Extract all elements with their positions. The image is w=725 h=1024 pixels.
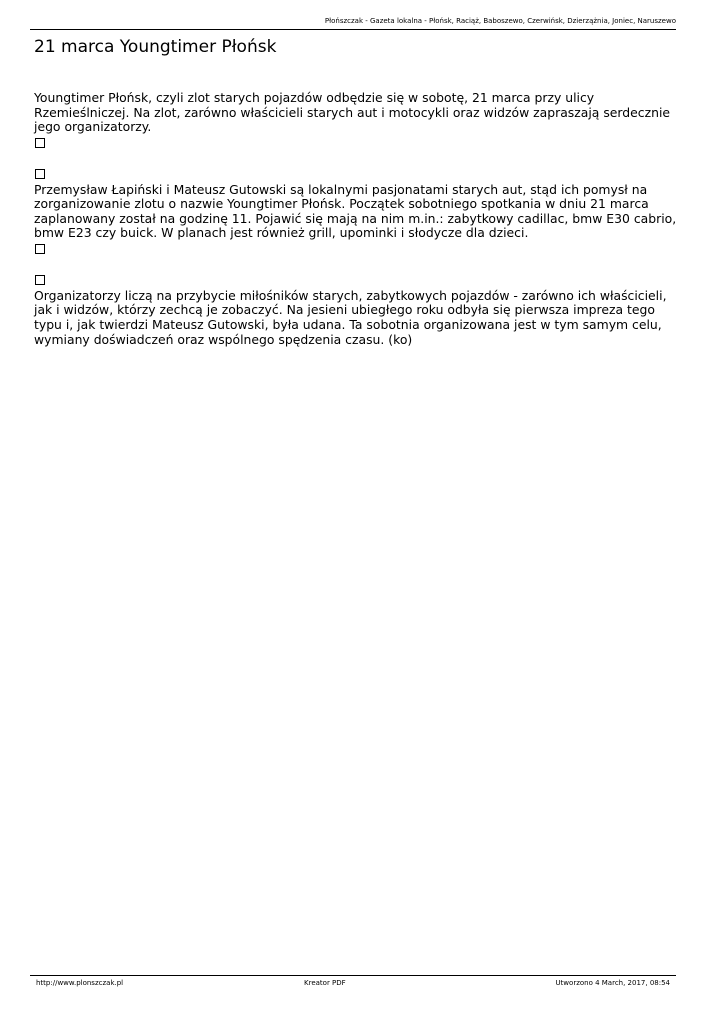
image-placeholder-icon	[35, 275, 45, 285]
footer-url-link[interactable]: http://www.plonszczak.pl	[36, 979, 124, 987]
image-placeholder-icon	[35, 244, 45, 254]
article-body	[34, 91, 680, 347]
article-title: 21 marca Youngtimer Płońsk	[34, 37, 277, 57]
article-paragraph: Organizatorzy liczą na przybycie miłośników starych, zabytkowych pojazdów - zarówno ich właścicieli, jak i widzów, którzy zechcą je zobaczyć. Na jesieni ubiegłego roku odbyła się pierwsza impreza tego typu i, jak twierdzi Mateusz Gutowski, była udana. Ta sobotnia organizowana jest w tym samym celu, wymiany doświadczeń oraz wspólnego spędzenia czasu. (ko)	[34, 287, 667, 347]
footer-created-date: Utworzono 4 March, 2017, 08:54	[555, 979, 670, 987]
page-header	[30, 14, 676, 30]
article-paragraph: Przemysław Łapiński i Mateusz Gutowski są lokalnymi pasjonatami starych aut, stąd ich pomysł na zorganizowanie zlotu o nazwie Youngtimer Płońsk. Początek sobotniego spotkania w dniu 21 marca zaplanowany został na godzinę 11. Pojawić się mają na nim m.in.: zabytkowy cadillac, bmw E30 cabrio, bmw E23 czy buick. W planach jest również grill, upominki i słodycze dla dzieci.	[34, 181, 677, 241]
header-site-description: Płońszczak - Gazeta lokalna - Płońsk, Raciąż, Baboszewo, Czerwińsk, Dzierzążnia, Joniec, Naruszewo	[324, 17, 676, 25]
image-placeholder-icon	[35, 169, 45, 179]
page-footer	[30, 975, 676, 988]
image-placeholder-icon	[35, 138, 45, 148]
article-paragraph: Youngtimer Płońsk, czyli zlot starych pojazdów odbędzie się w sobotę, 21 marca przy ulicy Rzemieślniczej. Na zlot, zarówno właścicieli starych aut i motocykli oraz widzów zapraszają serdecznie jego organizatorzy.	[34, 90, 671, 135]
footer-creator-label: Kreator PDF	[304, 979, 346, 987]
